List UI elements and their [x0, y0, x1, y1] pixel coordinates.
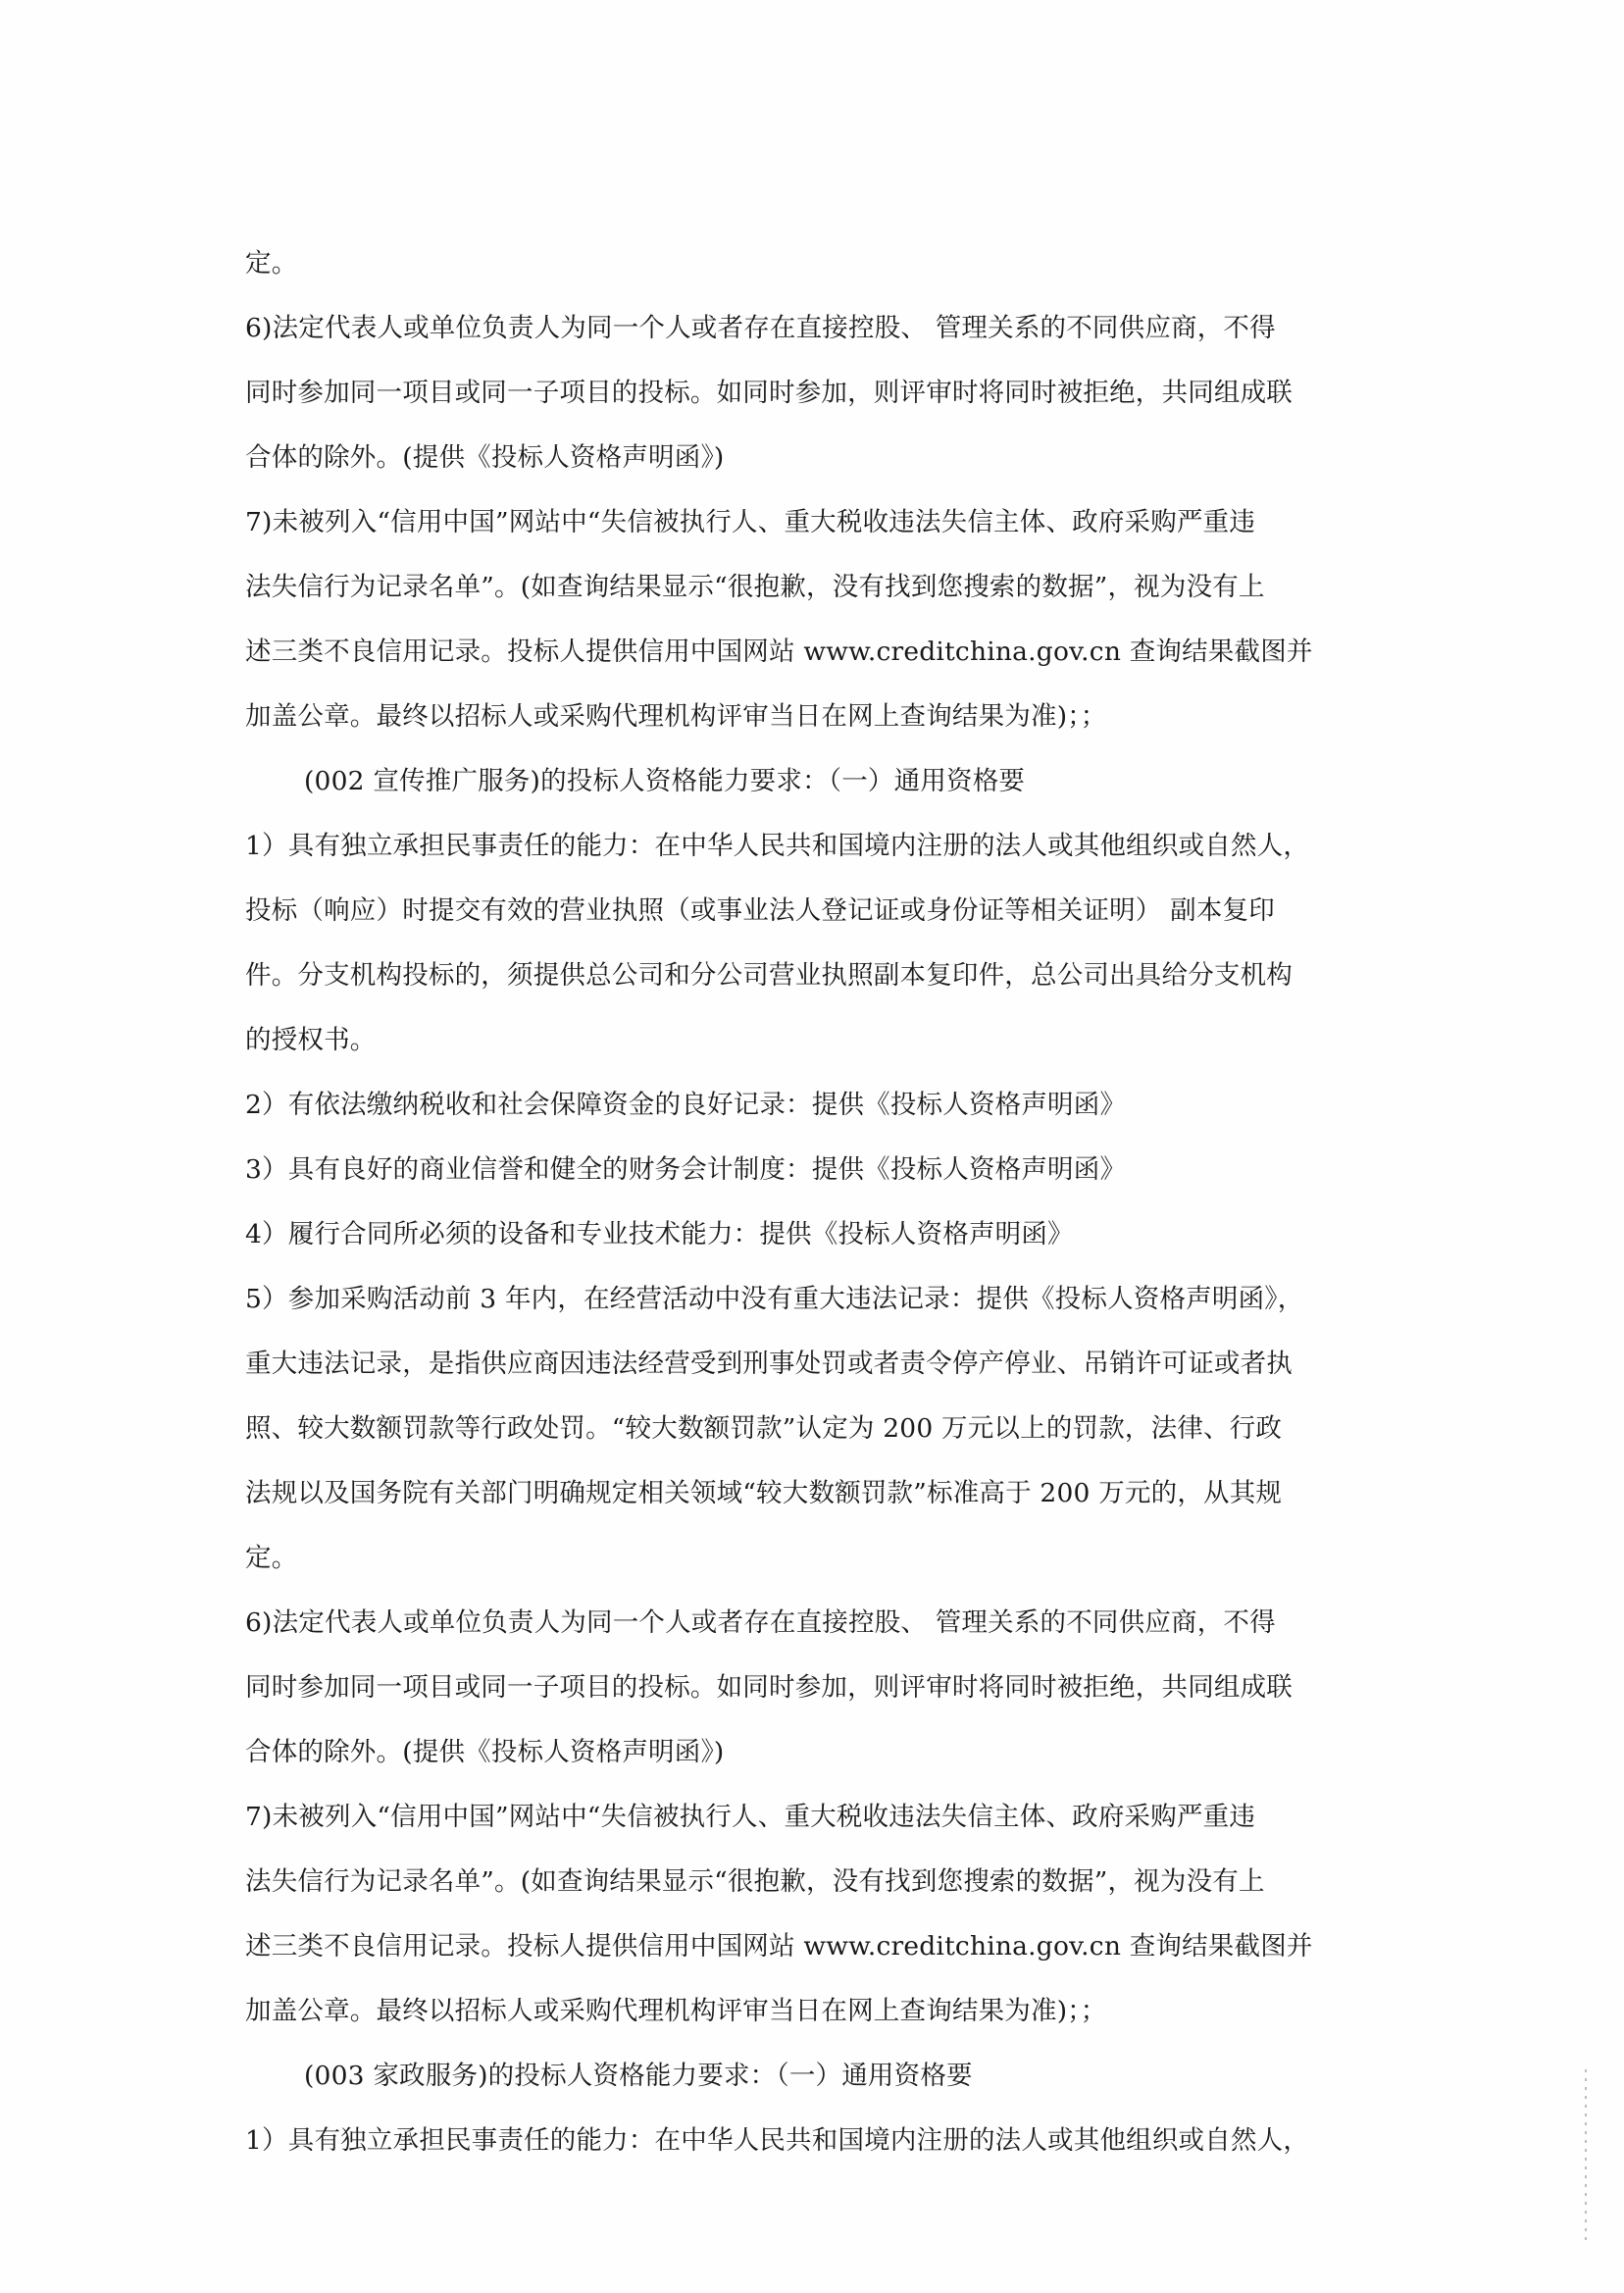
- paragraph-line: 件。分支机构投标的，须提供总公司和分公司营业执照副本复印件，总公司出具给分支机构: [245, 960, 1293, 991]
- paragraph-line: 法失信行为记录名单”。(如查询结果显示“很抱歉，没有找到您搜索的数据”，视为没有上: [245, 1866, 1265, 1897]
- paragraph-line: 合体的除外。(提供《投标人资格声明函》): [245, 442, 725, 473]
- section-heading: (002 宣传推广服务)的投标人资格能力要求：（一）通用资格要: [304, 766, 1026, 796]
- paragraph-line: 5）参加采购活动前 3 年内，在经营活动中没有重大违法记录：提供《投标人资格声明函》，: [245, 1284, 1304, 1314]
- paragraph-line: 法失信行为记录名单”。(如查询结果显示“很抱歉，没有找到您搜索的数据”，视为没有上: [245, 572, 1265, 602]
- paragraph-line: 同时参加同一项目或同一子项目的投标。如同时参加，则评审时将同时被拒绝，共同组成联: [245, 1672, 1293, 1703]
- paragraph-line: 1）具有独立承担民事责任的能力：在中华人民共和国境内注册的法人或其他组织或自然人，: [245, 2125, 1310, 2156]
- paragraph-line: 4）履行合同所必须的设备和专业技术能力：提供《投标人资格声明函》: [245, 1219, 1074, 1249]
- paragraph-line: 1）具有独立承担民事责任的能力：在中华人民共和国境内注册的法人或其他组织或自然人，: [245, 831, 1310, 861]
- paragraph-line: 同时参加同一项目或同一子项目的投标。如同时参加，则评审时将同时被拒绝，共同组成联: [245, 378, 1293, 408]
- scan-edge-mark: [1585, 2069, 1587, 2246]
- paragraph-line: 重大违法记录，是指供应商因违法经营受到刑事处罚或者责令停产停业、吊销许可证或者执: [245, 1349, 1293, 1379]
- paragraph-line: 述三类不良信用记录。投标人提供信用中国网站 www.creditchina.gov.cn 查询结果截图并: [245, 1931, 1313, 1962]
- paragraph-line: 法规以及国务院有关部门明确规定相关领域“较大数额罚款”标准高于 200 万元的，从其规: [245, 1478, 1283, 1508]
- paragraph-line: 加盖公章。最终以招标人或采购代理机构评审当日在网上查询结果为准)；；: [245, 1996, 1107, 2026]
- paragraph-line: 3）具有良好的商业信誉和健全的财务会计制度：提供《投标人资格声明函》: [245, 1154, 1127, 1185]
- paragraph-line: 合体的除外。(提供《投标人资格声明函》): [245, 1737, 725, 1767]
- paragraph-line: 6)法定代表人或单位负责人为同一个人或者存在直接控股、 管理关系的不同供应商，不得: [245, 313, 1276, 343]
- paragraph-line: 投标（响应）时提交有效的营业执照（或事业法人登记证或身份证等相关证明） 副本复印: [245, 895, 1275, 926]
- paragraph-line: 6)法定代表人或单位负责人为同一个人或者存在直接控股、 管理关系的不同供应商，不得: [245, 1607, 1276, 1638]
- paragraph-line: 述三类不良信用记录。投标人提供信用中国网站 www.creditchina.gov.cn 查询结果截图并: [245, 637, 1313, 667]
- paragraph-line: 的授权书。: [245, 1025, 377, 1055]
- paragraph-line: 定。: [245, 1543, 298, 1573]
- section-heading: (003 家政服务)的投标人资格能力要求：（一）通用资格要: [304, 2061, 973, 2091]
- paragraph-line: 7)未被列入“信用中国”网站中“失信被执行人、重大税收违法失信主体、政府采购严重违: [245, 1802, 1256, 1832]
- paragraph-line: 2）有依法缴纳税收和社会保障资金的良好记录：提供《投标人资格声明函》: [245, 1090, 1127, 1120]
- paragraph-line: 照、较大数额罚款等行政处罚。“较大数额罚款”认定为 200 万元以上的罚款，法律、行政: [245, 1413, 1283, 1444]
- paragraph-line: 加盖公章。最终以招标人或采购代理机构评审当日在网上查询结果为准)；；: [245, 701, 1107, 732]
- paragraph-line: 定。: [245, 248, 298, 279]
- paragraph-line: 7)未被列入“信用中国”网站中“失信被执行人、重大税收违法失信主体、政府采购严重违: [245, 507, 1256, 537]
